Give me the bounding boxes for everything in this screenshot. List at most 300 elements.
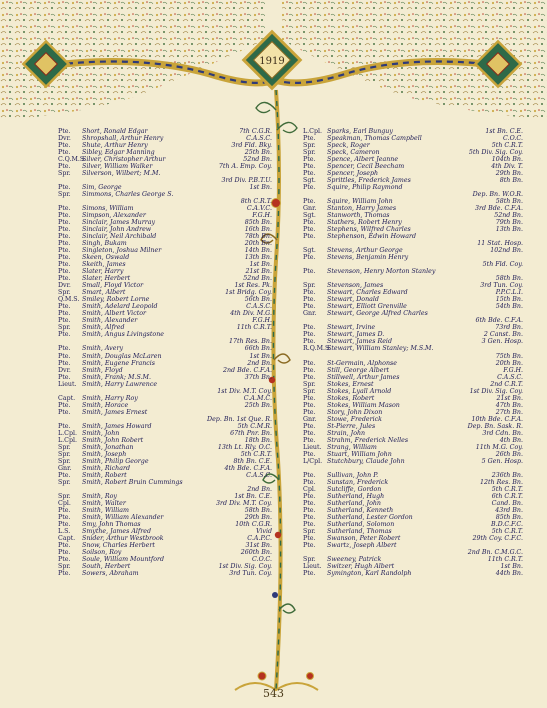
entry-rank: Spr. xyxy=(303,555,316,563)
roll-entry xyxy=(58,549,272,556)
entry-rank: Pte. xyxy=(303,366,316,374)
entry-name: Smith, Alfred xyxy=(82,324,125,332)
entry-rank: Lieut. xyxy=(303,562,322,570)
entry-rank: Pte. xyxy=(58,142,71,150)
entry-rank: Dvr. xyxy=(58,135,71,143)
roll-entry xyxy=(303,493,523,500)
entry-name: Sibley, Edgar Manning xyxy=(82,149,155,157)
entry-name: Smiley, Robert Lorne xyxy=(82,296,150,304)
roll-entry xyxy=(58,240,272,247)
entry-rank: Pte. xyxy=(58,506,71,514)
entry-unit: 8th Bn. xyxy=(499,177,523,185)
roll-entry xyxy=(303,528,523,535)
entry-unit: Vivid xyxy=(255,527,272,535)
entry-name: Squire, Philip Raymond xyxy=(327,184,403,192)
entry-unit: C.A.S.C. xyxy=(497,373,523,381)
entry-rank: Spr. xyxy=(303,527,316,535)
entry-unit: 4th Div. T. xyxy=(491,163,523,171)
entry-unit: C.A.S.C. xyxy=(246,471,272,479)
entry-name: Smith, Albert Victor xyxy=(82,310,147,318)
roll-entry xyxy=(58,170,272,177)
entry-unit: 11th M.G. Coy. xyxy=(475,443,523,451)
entry-unit: 54th Bn. xyxy=(495,303,523,311)
entry-name: Sutherland, Kenneth xyxy=(327,506,394,514)
entry-name: Stokes, William Mason xyxy=(327,401,400,409)
entry-rank: L.S. xyxy=(58,527,71,535)
entry-rank: Sgt. xyxy=(303,212,316,220)
roll-entry xyxy=(58,367,272,374)
entry-name: Sutherland, Thomas xyxy=(327,527,392,535)
entry-rank: Capt. xyxy=(58,534,76,542)
entry-name: Smy, John Thomas xyxy=(82,520,141,528)
entry-unit: 5th C.R.T. xyxy=(240,450,272,458)
roll-entry xyxy=(58,219,272,226)
entry-rank: Pte. xyxy=(58,520,71,528)
roll-entry xyxy=(303,156,523,163)
entry-rank: Pte. xyxy=(58,408,71,416)
entry-unit: B.D.C.F.C. xyxy=(490,520,523,528)
roll-entry xyxy=(58,556,272,563)
entry-name: Stathers, Robert Henry xyxy=(327,219,402,227)
entry-rank: Spr. xyxy=(303,149,316,157)
entry-unit: 1st Bn. C.E. xyxy=(234,492,272,500)
entry-rank: Pte. xyxy=(58,541,71,549)
entry-name: Stevens, Benjamin Henry xyxy=(327,254,409,262)
entry-rank: Lieut. xyxy=(303,443,322,451)
entry-rank: Pte. xyxy=(303,359,316,367)
entry-rank: L/Cpl. xyxy=(303,457,323,465)
roll-entry xyxy=(303,205,523,212)
entry-rank: Gnr. xyxy=(303,205,317,213)
entry-name: Sim, George xyxy=(82,184,122,192)
entry-rank: Spr. xyxy=(303,142,316,150)
roll-entry xyxy=(58,212,272,219)
entry-rank: Pte. xyxy=(303,422,316,430)
roll-entry xyxy=(58,338,272,345)
entry-unit: Dep. Bn. Sask. R. xyxy=(467,422,523,430)
entry-rank: Pte. xyxy=(303,170,316,178)
entry-unit: 7th C.G.R. xyxy=(239,128,272,135)
entry-rank: Pte. xyxy=(303,401,316,409)
entry-unit: 4th Bn. xyxy=(499,436,523,444)
roll-entry xyxy=(303,437,523,444)
entry-rank: Pte. xyxy=(58,352,71,360)
roll-entry xyxy=(303,345,523,352)
entry-name: Sweeney, Patrick xyxy=(327,555,382,563)
entry-rank: Pte. xyxy=(303,324,316,332)
entry-rank: Pte. xyxy=(303,520,316,528)
roll-entry xyxy=(303,507,523,514)
entry-rank: Spr. xyxy=(58,191,71,199)
roll-entry xyxy=(58,149,272,156)
roll-entry xyxy=(303,423,523,430)
entry-unit: 67th Pnr. Bn. xyxy=(230,429,272,437)
roll-entry xyxy=(303,317,523,324)
entry-name: St-Germain, Alphonse xyxy=(327,359,397,367)
entry-rank: Pte. xyxy=(303,450,316,458)
entry-unit: 1st Bn. C.E. xyxy=(485,128,523,135)
entry-rank: Pte. xyxy=(303,492,316,500)
roll-entry xyxy=(303,219,523,226)
roll-entry xyxy=(58,317,272,324)
entry-rank: Pte. xyxy=(58,219,71,227)
roll-entry xyxy=(58,191,272,198)
entry-name: Strang, William xyxy=(327,443,377,451)
roll-entry xyxy=(303,331,523,338)
entry-unit: 85th Bn. xyxy=(495,513,523,521)
entry-name: Smith, Harry Lawrence xyxy=(82,380,158,388)
entry-rank: Pte. xyxy=(58,268,71,276)
entry-name: Singleton, Joshua Milner xyxy=(82,247,162,255)
roll-entry xyxy=(58,268,272,275)
entry-rank: Pte. xyxy=(58,317,71,325)
entry-unit: 11th C.R.T. xyxy=(487,555,523,563)
entry-name: Smart, Albert xyxy=(82,289,126,297)
entry-name: Smith, Roy xyxy=(82,492,117,500)
roll-entry xyxy=(58,507,272,514)
entry-name: Stephens, Wilfred Charles xyxy=(327,226,411,234)
entry-rank: Spr. xyxy=(58,492,71,500)
roll-entry xyxy=(58,430,272,437)
entry-rank: Pte. xyxy=(303,135,316,143)
entry-name: Smith, Horace xyxy=(82,401,129,409)
entry-name: Smith, Douglas McLaren xyxy=(82,352,162,360)
entry-name: Sowers, Abraham xyxy=(82,569,139,577)
entry-unit: 1st Div. M.T. Coy. xyxy=(217,387,272,395)
entry-unit: 14th Bn. xyxy=(244,247,272,255)
roll-entry xyxy=(58,395,272,402)
entry-name: Swanson, Peter Robert xyxy=(327,534,401,542)
entry-rank: Pte. xyxy=(303,268,316,276)
entry-rank: Pte. xyxy=(58,555,71,563)
entry-unit: 12th Res. Bn. xyxy=(480,478,523,486)
entry-unit: 21st Bn. xyxy=(496,394,523,402)
roll-entry xyxy=(58,416,272,423)
roll-entry xyxy=(303,191,523,198)
entry-unit: 75th Bn. xyxy=(495,352,523,360)
entry-rank: Pte. xyxy=(58,149,71,157)
roll-entry xyxy=(58,226,272,233)
roll-entry xyxy=(303,142,523,149)
entry-rank: Pte. xyxy=(303,436,316,444)
entry-name: Story, John Dixon xyxy=(327,408,383,416)
entry-rank: Spr. xyxy=(303,380,316,388)
roll-entry xyxy=(303,198,523,205)
entry-rank: Pte. xyxy=(303,373,316,381)
entry-rank: Pte. xyxy=(303,541,316,549)
entry-unit: F.G.H. xyxy=(252,317,272,325)
entry-unit: 1st Bn. xyxy=(249,352,272,360)
entry-name: Smith, Richard xyxy=(82,464,131,472)
roll-entry xyxy=(58,444,272,451)
roll-entry xyxy=(58,500,272,507)
entry-unit: 3rd Fld. Bky. xyxy=(231,142,272,150)
entry-unit: 3rd Cdn. Bn. xyxy=(482,429,523,437)
entry-rank: Pte. xyxy=(58,331,71,339)
roll-entry xyxy=(58,289,272,296)
roll-entry xyxy=(303,240,523,247)
entry-name: Smith, Philip George xyxy=(82,457,149,465)
entry-rank: Dvr. xyxy=(58,282,71,290)
entry-name: Sutherland, John xyxy=(327,499,381,507)
entry-rank: Pte. xyxy=(303,429,316,437)
roll-entry xyxy=(58,205,272,212)
entry-name: Shute, Arthur Henry xyxy=(82,142,148,150)
entry-rank: Pte. xyxy=(58,471,71,479)
entry-unit: 4th Bde. C.F.A. xyxy=(224,464,272,472)
entry-unit: 85th Bn. xyxy=(244,219,272,227)
roll-entry xyxy=(58,360,272,367)
roll-entry xyxy=(303,374,523,381)
entry-name: Stokes, Robert xyxy=(327,394,375,402)
roll-entry xyxy=(303,563,523,570)
roll-entry xyxy=(58,528,272,535)
entry-rank: Pte. xyxy=(58,401,71,409)
entry-name: Smith, John Robert xyxy=(82,436,144,444)
year-label: 1919 xyxy=(259,56,285,67)
entry-name: Sutcliffe, Gordon xyxy=(327,485,382,493)
roll-entry xyxy=(303,149,523,156)
entry-name: Stevenson, Henry Morton Stanley xyxy=(327,268,436,276)
entry-unit: 1st Bn. xyxy=(500,562,523,570)
roll-entry xyxy=(58,142,272,149)
entry-name: Still, George Albert xyxy=(327,366,390,374)
entry-unit: Dep. Bn. W.O.R. xyxy=(472,191,523,199)
entry-name: Sinclair, James Murray xyxy=(82,219,156,227)
entry-unit: 29th Bn. xyxy=(495,170,523,178)
entry-name: Small, Floyd Victor xyxy=(82,282,144,290)
entry-rank: Pte. xyxy=(58,205,71,213)
roll-entry xyxy=(58,486,272,493)
entry-name: Strahm, Frederick Nelles xyxy=(327,436,409,444)
roll-entry xyxy=(58,261,272,268)
entry-name: Sunstan, Frederick xyxy=(327,478,389,486)
entry-unit: 2nd Bde. C.F.A. xyxy=(222,366,272,374)
entry-rank: Pte. xyxy=(303,534,316,542)
entry-unit: C.A.V.C. xyxy=(246,205,272,213)
entry-unit: 13th Bn. xyxy=(244,254,272,262)
entry-name: Stewart, William Stanley; M.S.M. xyxy=(327,345,434,353)
entry-unit: 13th Bn. xyxy=(495,226,523,234)
entry-rank: Pte. xyxy=(58,310,71,318)
roll-entry xyxy=(303,521,523,528)
entry-rank: Pte. xyxy=(303,198,316,206)
roll-entry xyxy=(303,135,523,142)
entry-name: South, Herbert xyxy=(82,562,131,570)
entry-name: Simpson, Alexander xyxy=(82,212,146,220)
entry-name: Sullivan, John P. xyxy=(327,471,379,479)
entry-unit: 5th C.M.R. xyxy=(237,422,272,430)
entry-name: Squire, William John xyxy=(327,198,393,206)
roll-entry xyxy=(303,254,523,261)
roll-entry xyxy=(303,444,523,451)
entry-rank: Cpl. xyxy=(58,499,71,507)
roll-entry xyxy=(303,212,523,219)
entry-rank: L.Cpl. xyxy=(58,436,78,444)
roll-entry xyxy=(58,254,272,261)
entry-unit: 5 Gen. Hosp. xyxy=(481,457,523,465)
entry-name: Strain, John xyxy=(327,429,366,437)
entry-name: Smith, Alexander xyxy=(82,317,138,325)
entry-unit: 6th Bde. C.F.A. xyxy=(475,317,523,325)
entry-unit: 104th Bn. xyxy=(491,156,523,164)
entry-rank: Gnr. xyxy=(303,415,317,423)
roll-entry xyxy=(58,493,272,500)
entry-unit: 52nd Bn. xyxy=(243,275,272,283)
roll-entry xyxy=(58,303,272,310)
entry-rank: Spr. xyxy=(58,450,71,458)
entry-name: Smith, Robert xyxy=(82,471,127,479)
entry-rank: Spr. xyxy=(58,443,71,451)
entry-name: Sutherland, Solomon xyxy=(327,520,395,528)
entry-rank: Pte. xyxy=(303,408,316,416)
entry-unit: 56th Bn. xyxy=(244,296,272,304)
entry-name: Speck, Roger xyxy=(327,142,370,150)
right-name-column xyxy=(303,128,523,577)
entry-unit: F.G.H. xyxy=(503,366,523,374)
roll-entry xyxy=(303,177,523,184)
roll-entry xyxy=(303,409,523,416)
entry-unit: 29th Coy. C.F.C. xyxy=(472,534,523,542)
entry-unit: C.A.S.C. xyxy=(246,135,272,143)
roll-entry xyxy=(303,360,523,367)
entry-name: Stevens, Arthur George xyxy=(327,247,403,255)
entry-rank: R.Q.M.S. xyxy=(303,345,332,353)
roll-entry xyxy=(58,233,272,240)
entry-rank: Spr. xyxy=(58,289,71,297)
entry-rank: Spr. xyxy=(303,387,316,395)
entry-unit: 3rd Div. M.T. Coy. xyxy=(216,499,272,507)
roll-entry xyxy=(58,345,272,352)
entry-unit: C.A.M.C. xyxy=(243,394,272,402)
entry-rank: Sgt. xyxy=(303,177,316,185)
entry-name: St-Pierre, Jules xyxy=(327,422,376,430)
entry-name: Switzer, Hugh Albert xyxy=(327,562,395,570)
entry-name: Stephenson, Edwin Howard xyxy=(327,233,417,241)
entry-unit: 1st Res. Pk. xyxy=(234,282,272,290)
roll-entry xyxy=(303,416,523,423)
entry-unit: 52nd Bn. xyxy=(494,212,523,220)
entry-name: Stokes, Ernest xyxy=(327,380,374,388)
entry-rank: Pte. xyxy=(303,331,316,339)
roll-entry xyxy=(58,282,272,289)
roll-entry xyxy=(303,402,523,409)
entry-rank: Pte. xyxy=(303,569,316,577)
roll-entry xyxy=(58,542,272,549)
entry-name: Smith, Walter xyxy=(82,499,126,507)
entry-unit: F.G.H. xyxy=(252,212,272,220)
entry-name: Stokes, Lyall Arnold xyxy=(327,387,392,395)
roll-entry xyxy=(303,310,523,317)
roll-entry xyxy=(58,521,272,528)
entry-unit: 5th C.R.T. xyxy=(491,527,523,535)
entry-name: Sinclair, John Andrew xyxy=(82,226,152,234)
roll-entry xyxy=(58,177,272,184)
roll-entry xyxy=(303,570,523,577)
entry-unit: 37th Bn. xyxy=(244,373,272,381)
entry-unit: 79th Bn. xyxy=(495,219,523,227)
entry-name: Simmons, Charles George S. xyxy=(82,191,174,199)
entry-unit: 47th Bn. xyxy=(495,401,523,409)
roll-entry xyxy=(58,563,272,570)
entry-name: Smith, Angus Livingstone xyxy=(82,331,164,339)
entry-unit: 73rd Bn. xyxy=(495,324,523,332)
roll-entry xyxy=(303,353,523,360)
entry-unit: 10th Bde. C.F.A. xyxy=(471,415,523,423)
entry-unit: 3rd Bde. C.F.A. xyxy=(475,205,523,213)
entry-name: Soule, William Mountford xyxy=(82,555,165,563)
entry-name: Smith, James Howard xyxy=(82,422,152,430)
entry-unit: 66th Bn. xyxy=(244,345,272,353)
entry-rank: Spr. xyxy=(58,562,71,570)
entry-name: Stevenson, James xyxy=(327,282,384,290)
entry-name: Silver, William Walker xyxy=(82,163,153,171)
entry-unit: 8th C.R.T. xyxy=(240,198,272,206)
entry-rank: Spr. xyxy=(58,324,71,332)
entry-name: Stewart, George Alfred Charles xyxy=(327,310,428,318)
entry-unit: 7th A. Emp. Coy. xyxy=(218,163,272,171)
entry-unit: 16th Bn. xyxy=(244,226,272,234)
entry-unit: 5th C.R.T. xyxy=(491,142,523,150)
entry-unit: 5th C.R.T. xyxy=(491,485,523,493)
entry-rank: Spr. xyxy=(303,282,316,290)
entry-name: Sprittles, Frederick James xyxy=(327,177,411,185)
entry-name: Symington, Karl Randolph xyxy=(327,569,412,577)
roll-entry xyxy=(58,156,272,163)
entry-rank: Pte. xyxy=(58,275,71,283)
entry-rank: Spr. xyxy=(58,457,71,465)
roll-entry xyxy=(58,163,272,170)
entry-unit: 18th Bn. xyxy=(244,436,272,444)
entry-unit: C.A.P.C. xyxy=(247,534,272,542)
entry-unit: 2nd Bn. xyxy=(247,485,272,493)
entry-rank: Pte. xyxy=(303,289,316,297)
entry-unit: 1st Div. Sig. Coy. xyxy=(218,562,272,570)
entry-rank: Pte. xyxy=(303,506,316,514)
entry-rank: Pte. xyxy=(303,478,316,486)
entry-rank: Gnr. xyxy=(303,310,317,318)
entry-unit: 52nd Bn. xyxy=(243,156,272,164)
roll-entry xyxy=(58,535,272,542)
roll-entry xyxy=(303,282,523,289)
roll-entry xyxy=(303,395,523,402)
roll-entry xyxy=(303,542,523,549)
entry-rank: Sgt. xyxy=(303,247,316,255)
entry-rank: Pte. xyxy=(58,163,71,171)
entry-rank: Pte. xyxy=(58,373,71,381)
roll-entry xyxy=(303,163,523,170)
roll-entry xyxy=(58,310,272,317)
entry-rank: Pte. xyxy=(303,471,316,479)
entry-unit: 11th C.R.T. xyxy=(236,324,272,332)
roll-entry xyxy=(58,296,272,303)
entry-name: Speakman, Thomas Campbell xyxy=(327,135,422,143)
roll-entry xyxy=(58,437,272,444)
entry-name: Stanworth, Thomas xyxy=(327,212,390,220)
entry-unit: 13th Lt. Rly. O.C. xyxy=(217,443,272,451)
entry-name: Slater, Herbert xyxy=(82,275,131,283)
entry-rank: Pte. xyxy=(58,513,71,521)
entry-unit: 236th Bn. xyxy=(491,471,523,479)
roll-entry xyxy=(303,289,523,296)
entry-name: Smith, James Ernest xyxy=(82,408,148,416)
entry-name: Stewart, Donald xyxy=(327,296,379,304)
entry-unit: C.A.S.C. xyxy=(246,303,272,311)
entry-unit: 3rd Div. P.B.T.U. xyxy=(221,177,272,185)
roll-entry xyxy=(303,451,523,458)
entry-name: Smith, Robert Bruin Cummings xyxy=(82,478,183,486)
roll-entry xyxy=(303,324,523,331)
